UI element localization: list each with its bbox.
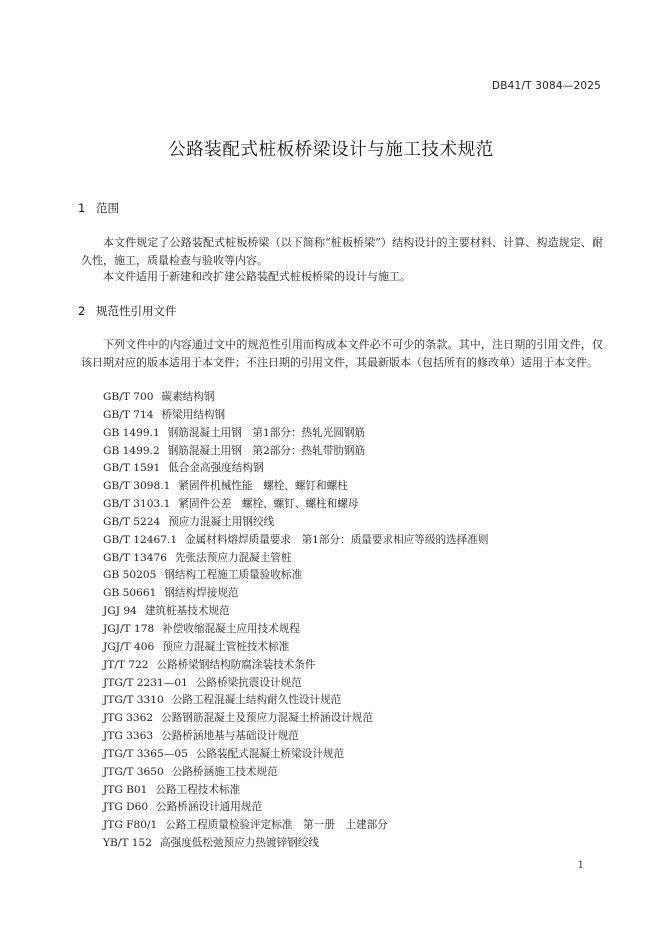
document-code: DB41/T 3084—2025 (491, 80, 601, 92)
section-number: 2 (78, 304, 86, 318)
reference-title: 公路装配式混凝土桥梁设计规范 (195, 747, 345, 760)
reference-code: JGJ 94 (103, 605, 137, 618)
reference-code: GB 50661 (103, 587, 157, 600)
reference-item (103, 692, 488, 710)
page-number: 1 (577, 860, 584, 871)
references-intro: 下列文件中的内容通过文中的规范性引用而构成本文件必不可少的条款。其中，注日期的引用文件，仅该日期对应的版本适用于本文件；不注日期的引用文件，其最新版本（包括所有的修改单）适用于本文件。 (81, 338, 603, 369)
reference-code: JTG D60 (103, 801, 149, 814)
reference-code: GB 50205 (103, 569, 157, 582)
section-1-heading (78, 200, 119, 216)
reference-item (103, 443, 488, 461)
reference-code: JTG F80/1 (103, 819, 158, 832)
reference-code: YB/T 152 (103, 837, 153, 850)
section-title: 范围 (96, 201, 119, 215)
reference-code: JTG 3363 (103, 730, 154, 743)
reference-code: GB/T 13476 (103, 551, 167, 564)
reference-code: GB/T 5224 (103, 515, 161, 528)
reference-item (103, 728, 488, 746)
reference-code: JTG/T 2231—01 (103, 676, 188, 689)
reference-title: 紧固件机械性能 螺栓、螺钉和螺柱 (178, 480, 348, 493)
reference-code: GB 1499.2 (103, 444, 160, 457)
reference-item (103, 817, 488, 835)
reference-title: 公路工程质量检验评定标准 第一册 土建部分 (165, 819, 388, 832)
reference-item (103, 532, 488, 550)
reference-code: GB/T 700 (103, 391, 154, 403)
reference-code: JTG/T 3650 (103, 765, 164, 778)
reference-code: JT/T 722 (103, 658, 149, 671)
reference-code: GB/T 714 (103, 408, 154, 421)
reference-title: 金属材料熔焊质量要求 第1部分：质量要求相应等级的选择准则 (185, 533, 489, 546)
reference-title: 低合金高强度结构钢 (168, 462, 264, 475)
reference-code: JTG B01 (103, 783, 148, 796)
reference-item (103, 764, 488, 782)
reference-title: 公路桥梁抗震设计规范 (195, 676, 302, 689)
reference-code: JTG/T 3365—05 (103, 747, 188, 760)
reference-code: GB/T 1591 (103, 462, 161, 475)
reference-item (103, 799, 488, 817)
section-2-heading (78, 303, 177, 319)
reference-item (103, 514, 488, 532)
reference-item (103, 425, 488, 443)
reference-title: 钢结构工程施工质量验收标准 (164, 569, 303, 582)
reference-item (103, 710, 488, 728)
reference-item (103, 603, 488, 621)
reference-item (103, 835, 488, 853)
reference-item (103, 782, 488, 800)
reference-list (103, 389, 488, 853)
reference-title: 公路桥涵地基与基础设计规范 (161, 730, 299, 743)
reference-title: 公路工程技术标准 (155, 783, 241, 796)
reference-code: JTG/T 3310 (103, 694, 164, 707)
reference-code: GB/T 3098.1 (103, 480, 171, 493)
reference-title: 公路桥涵施工技术规范 (171, 765, 278, 778)
reference-item (103, 567, 488, 585)
reference-title: 桥梁用结构钢 (161, 408, 226, 421)
reference-code: GB 1499.1 (103, 426, 160, 439)
reference-title: 补偿收缩混凝土应用技术规程 (162, 622, 300, 635)
reference-title: 公路桥涵设计通用规范 (156, 801, 263, 814)
section-number: 1 (78, 201, 86, 215)
reference-code: GB/T 3103.1 (103, 498, 171, 511)
reference-title: 钢筋混凝土用钢 第1部分：热轧光圆钢筋 (167, 426, 366, 439)
reference-title: 碳素结构钢 (161, 391, 215, 403)
reference-title: 公路桥梁钢结构防腐涂装技术条件 (156, 658, 316, 671)
reference-item (103, 496, 488, 514)
reference-title: 建筑桩基技术规范 (144, 605, 230, 618)
reference-code: GB/T 12467.1 (103, 533, 178, 546)
reference-item (103, 585, 488, 603)
scope-paragraph-1: 本文件规定了公路装配式桩板桥梁（以下简称“桩板桥梁”）结构设计的主要材料、计算、构造规定、耐久性，施工，质量检查与验收等内容。 (81, 236, 603, 267)
reference-title: 预应力混凝土用钢绞线 (168, 515, 275, 528)
reference-title: 预应力混凝土管桩技术标准 (162, 640, 290, 653)
reference-title: 先张法预应力混凝土管桩 (174, 551, 292, 564)
reference-item (103, 639, 488, 657)
reference-item (103, 675, 488, 693)
scope-paragraph-2: 本文件适用于新建和改扩建公路装配式桩板桥梁的设计与施工。 (103, 270, 411, 283)
reference-code: JTG 3362 (103, 712, 154, 725)
reference-item (103, 746, 488, 764)
reference-item (103, 550, 488, 568)
section-title: 规范性引用文件 (96, 304, 177, 318)
document-title: 公路装配式桩板桥梁设计与施工技术规范 (168, 140, 494, 160)
reference-item (103, 478, 488, 496)
reference-title: 公路钢筋混凝土及预应力混凝土桥涵设计规范 (161, 712, 373, 725)
reference-title: 钢筋混凝土用钢 第2部分：热轧带肋钢筋 (167, 444, 366, 457)
reference-title: 钢结构焊接规范 (164, 587, 239, 600)
reference-title: 高强度低松弛预应力热镀锌钢绞线 (160, 837, 319, 850)
reference-item (103, 621, 488, 639)
reference-item (103, 407, 488, 425)
reference-code: JGJ/T 178 (103, 622, 155, 635)
reference-title: 公路工程混凝土结构耐久性设计规范 (171, 694, 342, 707)
reference-code: JGJ/T 406 (103, 640, 155, 653)
reference-title: 紧固件公差 螺栓、螺钉、螺柱和螺母 (178, 498, 359, 511)
reference-item (103, 657, 488, 675)
reference-item (103, 460, 488, 478)
reference-item (103, 389, 488, 407)
